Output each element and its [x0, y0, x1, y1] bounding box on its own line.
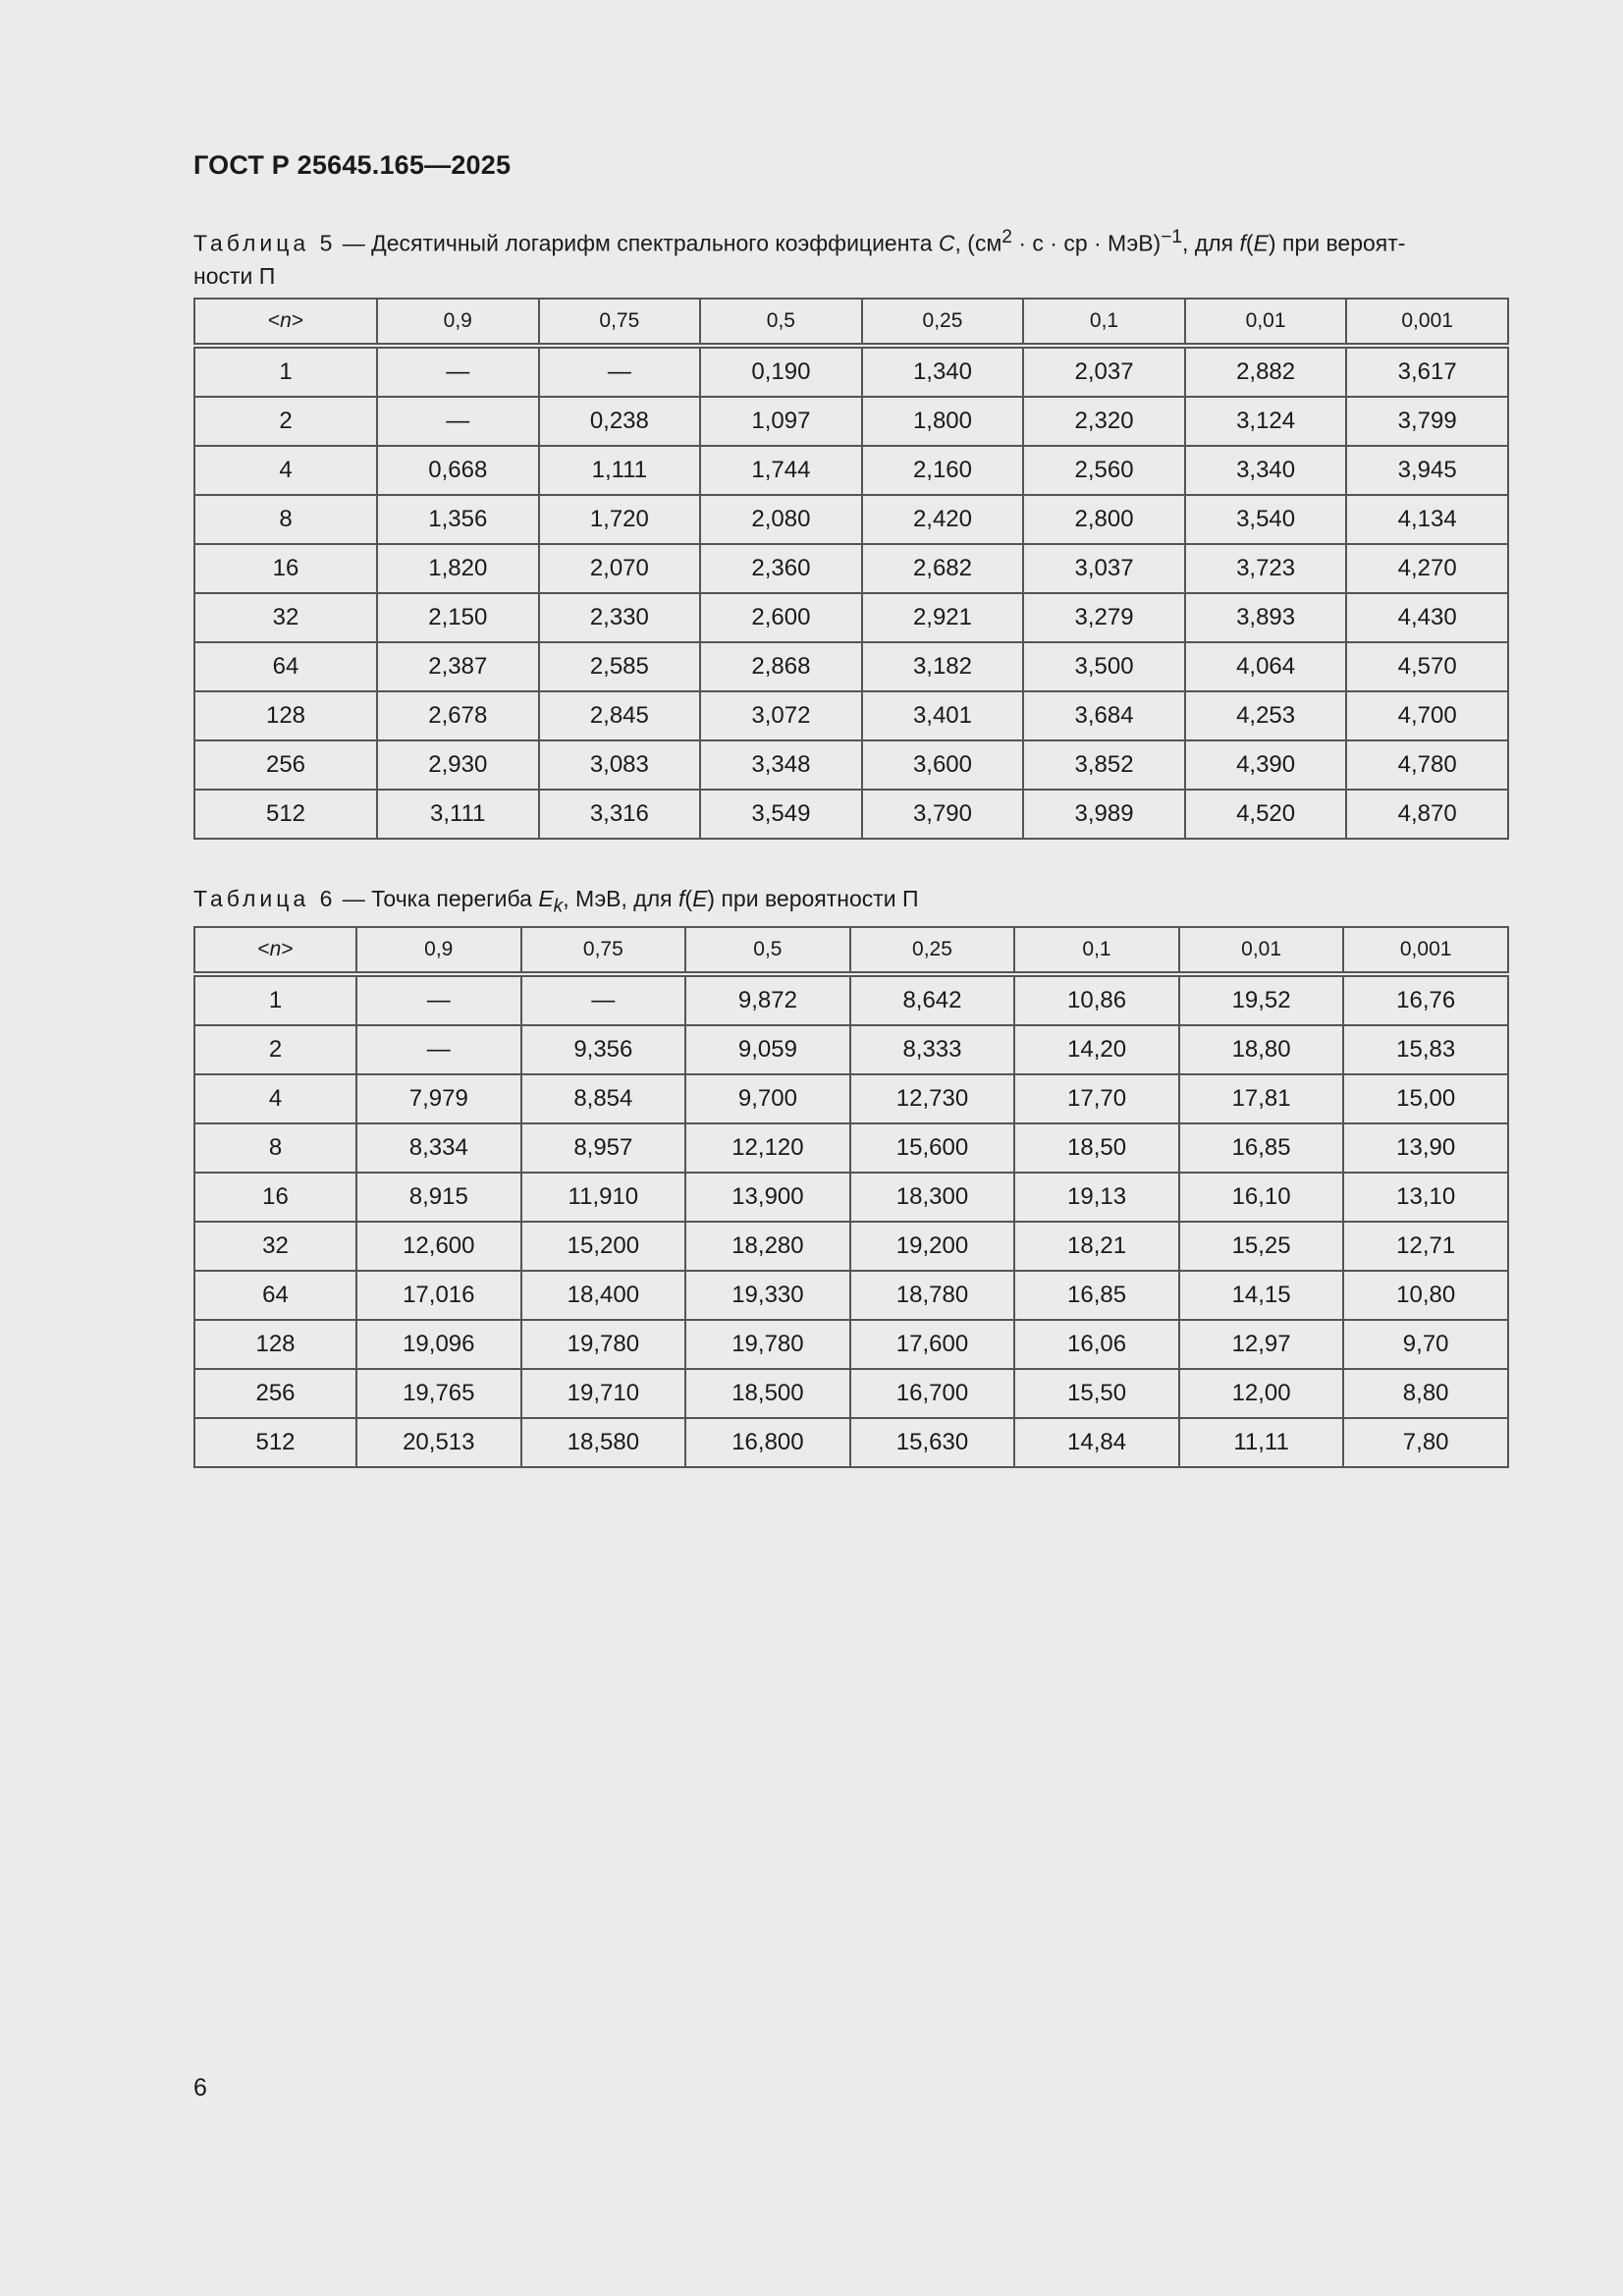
table-cell: 2,360 [700, 544, 862, 593]
page-number: 6 [193, 2074, 207, 2102]
table-cell: 13,10 [1343, 1173, 1508, 1222]
table-cell: 3,072 [700, 691, 862, 740]
table-cell: 4,253 [1185, 691, 1347, 740]
table-cell: 10,80 [1343, 1271, 1508, 1320]
table6-label: Таблица 6 [193, 886, 337, 911]
table-cell: 18,80 [1179, 1025, 1344, 1074]
row-label-cell: 2 [194, 397, 377, 446]
table-row [194, 544, 1508, 593]
row-label-cell: 512 [194, 790, 377, 839]
table-row [194, 1123, 1508, 1173]
table5-caption [193, 221, 1507, 293]
table-cell: 18,500 [685, 1369, 850, 1418]
table-cell: — [377, 397, 539, 446]
table-row [194, 1173, 1508, 1222]
table-row [194, 740, 1508, 790]
table5-caption-post: при вероят- [1275, 230, 1406, 256]
row-label-cell: 4 [194, 1074, 356, 1123]
table-cell: 4,570 [1346, 642, 1508, 691]
table-row [194, 495, 1508, 544]
row-label-cell: 1 [194, 974, 356, 1025]
table-cell: 18,780 [850, 1271, 1015, 1320]
table-cell: — [356, 1025, 521, 1074]
table-cell: 14,15 [1179, 1271, 1344, 1320]
table6-column-header: 0,1 [1014, 927, 1179, 974]
table-row [194, 790, 1508, 839]
table-cell: 0,190 [700, 346, 862, 397]
table-cell: 2,882 [1185, 346, 1347, 397]
table5-paren-open: ( [1245, 230, 1254, 256]
table-cell: 4,430 [1346, 593, 1508, 642]
table-cell: 15,200 [521, 1222, 686, 1271]
table-cell: 16,700 [850, 1369, 1015, 1418]
table-cell: 12,00 [1179, 1369, 1344, 1418]
table-cell: 3,182 [862, 642, 1024, 691]
table-cell: — [521, 974, 686, 1025]
table-cell: 8,642 [850, 974, 1015, 1025]
table6-caption-pre: — Точка перегиба [336, 886, 539, 911]
table-cell: 3,549 [700, 790, 862, 839]
table6-header-row [194, 927, 1508, 974]
table5-column-header: 0,01 [1185, 299, 1347, 346]
table-cell: 18,21 [1014, 1222, 1179, 1271]
table-cell: 4,064 [1185, 642, 1347, 691]
table6-column-header: 0,001 [1343, 927, 1508, 974]
table-row [194, 1320, 1508, 1369]
table-row [194, 691, 1508, 740]
row-label-cell: 8 [194, 495, 377, 544]
angle-open: < [267, 309, 281, 332]
table-cell: 2,080 [700, 495, 862, 544]
table-cell: 3,893 [1185, 593, 1347, 642]
table-cell: 4,870 [1346, 790, 1508, 839]
row-label-cell: 4 [194, 446, 377, 495]
table-cell: 17,70 [1014, 1074, 1179, 1123]
table-cell: 8,854 [521, 1074, 686, 1123]
table-cell: 3,790 [862, 790, 1024, 839]
table-cell: 3,279 [1023, 593, 1185, 642]
table-cell: 19,330 [685, 1271, 850, 1320]
table5-e-symbol: E [1253, 230, 1269, 256]
table-cell: 3,684 [1023, 691, 1185, 740]
row-label-cell: 16 [194, 1173, 356, 1222]
table-cell: 19,200 [850, 1222, 1015, 1271]
table-cell: 2,845 [539, 691, 701, 740]
table-row [194, 1222, 1508, 1271]
table-cell: 1,111 [539, 446, 701, 495]
table-row [194, 346, 1508, 397]
angle-open: < [257, 938, 270, 960]
table6-column-header [194, 927, 356, 974]
table-cell: 2,330 [539, 593, 701, 642]
table-cell: 3,617 [1346, 346, 1508, 397]
table5-column-header: 0,9 [377, 299, 539, 346]
table-row [194, 642, 1508, 691]
table-cell: 3,111 [377, 790, 539, 839]
table5-header-row [194, 299, 1508, 346]
table-cell: 13,90 [1343, 1123, 1508, 1173]
table-cell: 12,97 [1179, 1320, 1344, 1369]
row-label-cell: 2 [194, 1025, 356, 1074]
table5-column-header: 0,25 [862, 299, 1024, 346]
table6-column-header: 0,25 [850, 927, 1015, 974]
table-row [194, 1418, 1508, 1467]
table-cell: 1,744 [700, 446, 862, 495]
table-cell: 9,872 [685, 974, 850, 1025]
row-label-cell: 256 [194, 1369, 356, 1418]
table-cell: 19,765 [356, 1369, 521, 1418]
table6-f-symbol: f [678, 886, 685, 911]
table-cell: 11,910 [521, 1173, 686, 1222]
table-cell: 13,900 [685, 1173, 850, 1222]
table-cell: 9,059 [685, 1025, 850, 1074]
table6-column-header: 0,9 [356, 927, 521, 974]
table-cell: 19,780 [521, 1320, 686, 1369]
row-label-cell: 32 [194, 1222, 356, 1271]
table-cell: 3,600 [862, 740, 1024, 790]
table-cell: 3,540 [1185, 495, 1347, 544]
table-cell: 19,13 [1014, 1173, 1179, 1222]
table-cell: 8,915 [356, 1173, 521, 1222]
row-label-cell: 512 [194, 1418, 356, 1467]
table-cell: 12,120 [685, 1123, 850, 1173]
row-label-cell: 64 [194, 642, 377, 691]
table-cell: 20,513 [356, 1418, 521, 1467]
table5-column-header: 0,001 [1346, 299, 1508, 346]
table-cell: 19,710 [521, 1369, 686, 1418]
table-cell: 2,420 [862, 495, 1024, 544]
table-cell: 15,630 [850, 1418, 1015, 1467]
table-cell: 1,356 [377, 495, 539, 544]
table-cell: 3,723 [1185, 544, 1347, 593]
table-cell: 1,097 [700, 397, 862, 446]
table-cell: 19,096 [356, 1320, 521, 1369]
table-row [194, 1271, 1508, 1320]
row-label-cell: 8 [194, 1123, 356, 1173]
table-cell: 12,71 [1343, 1222, 1508, 1271]
table6-subscript-k: k [553, 896, 564, 917]
table-cell: — [356, 974, 521, 1025]
table-cell: 19,780 [685, 1320, 850, 1369]
table-cell: 8,334 [356, 1123, 521, 1173]
table6-caption [193, 883, 1507, 923]
table-cell: 2,037 [1023, 346, 1185, 397]
table-cell: 3,852 [1023, 740, 1185, 790]
table-cell: 3,340 [1185, 446, 1347, 495]
table-cell: 14,20 [1014, 1025, 1179, 1074]
table-row [194, 1025, 1508, 1074]
table-cell: 15,600 [850, 1123, 1015, 1173]
table-cell: 2,921 [862, 593, 1024, 642]
table-row [194, 397, 1508, 446]
table5-paren-close: ) [1268, 230, 1276, 256]
table-cell: 3,348 [700, 740, 862, 790]
table5-caption-for: , для [1182, 230, 1240, 256]
table5-sup-neg1: −1 [1161, 227, 1183, 247]
table5-caption-mid: , (см [954, 230, 1002, 256]
table-cell: 8,80 [1343, 1369, 1508, 1418]
table5-sup-2: 2 [1001, 227, 1012, 247]
table-cell: 16,800 [685, 1418, 850, 1467]
table-cell: 2,930 [377, 740, 539, 790]
table-row [194, 974, 1508, 1025]
table-cell: 18,50 [1014, 1123, 1179, 1173]
table-cell: 7,979 [356, 1074, 521, 1123]
table5 [193, 298, 1509, 840]
table-cell: 17,016 [356, 1271, 521, 1320]
table-cell: 3,124 [1185, 397, 1347, 446]
table-cell: 16,10 [1179, 1173, 1344, 1222]
table-row [194, 1074, 1508, 1123]
row-label-cell: 32 [194, 593, 377, 642]
table-cell: 18,580 [521, 1418, 686, 1467]
table-cell: 3,799 [1346, 397, 1508, 446]
row-label-cell: 64 [194, 1271, 356, 1320]
table-cell: 16,85 [1179, 1123, 1344, 1173]
table-row [194, 593, 1508, 642]
table-cell: 14,84 [1014, 1418, 1179, 1467]
angle-close: > [291, 309, 304, 332]
table-cell: 0,238 [539, 397, 701, 446]
table-cell: — [377, 346, 539, 397]
table-cell: 8,333 [850, 1025, 1015, 1074]
table-cell: 11,11 [1179, 1418, 1344, 1467]
table-cell: 4,700 [1346, 691, 1508, 740]
table-cell: 2,800 [1023, 495, 1185, 544]
table5-caption-units: · с · ср · МэВ) [1011, 230, 1162, 256]
table-cell: 15,50 [1014, 1369, 1179, 1418]
table-cell: 16,06 [1014, 1320, 1179, 1369]
table-cell: 15,83 [1343, 1025, 1508, 1074]
table-cell: 12,730 [850, 1074, 1015, 1123]
table-cell: 2,600 [700, 593, 862, 642]
table-cell: 4,520 [1185, 790, 1347, 839]
table-cell: — [539, 346, 701, 397]
table-cell: 7,80 [1343, 1418, 1508, 1467]
table6-column-header: 0,75 [521, 927, 686, 974]
table-cell: 10,86 [1014, 974, 1179, 1025]
row-label-cell: 128 [194, 1320, 356, 1369]
table-cell: 2,160 [862, 446, 1024, 495]
document-header: ГОСТ Р 25645.165—2025 [193, 150, 512, 180]
table-cell: 3,037 [1023, 544, 1185, 593]
table-cell: 4,780 [1346, 740, 1508, 790]
table5-label: Таблица 5 [193, 230, 337, 256]
table6-caption-mid: , МэВ, для [563, 886, 678, 911]
table-cell: 2,682 [862, 544, 1024, 593]
table-cell: 16,76 [1343, 974, 1508, 1025]
table-cell: 9,700 [685, 1074, 850, 1123]
table6-paren-close: ) [707, 886, 716, 911]
table-cell: 15,00 [1343, 1074, 1508, 1123]
row-label-cell: 256 [194, 740, 377, 790]
table-cell: 2,387 [377, 642, 539, 691]
table5-column-header [194, 299, 377, 346]
table5-caption-line2: ности П [193, 262, 276, 289]
table-cell: 18,280 [685, 1222, 850, 1271]
n-symbol: n [269, 938, 282, 960]
row-label-cell: 1 [194, 346, 377, 397]
table-cell: 4,390 [1185, 740, 1347, 790]
table-cell: 2,560 [1023, 446, 1185, 495]
table6-caption-post: при вероятности П [715, 886, 919, 911]
table-cell: 2,150 [377, 593, 539, 642]
table-cell: 2,070 [539, 544, 701, 593]
table-cell: 2,320 [1023, 397, 1185, 446]
table-cell: 2,585 [539, 642, 701, 691]
table5-column-header: 0,75 [539, 299, 701, 346]
table6-column-header: 0,5 [685, 927, 850, 974]
table5-symbol-c: C [938, 230, 955, 256]
table-cell: 2,868 [700, 642, 862, 691]
table-cell: 16,85 [1014, 1271, 1179, 1320]
table5-column-header: 0,5 [700, 299, 862, 346]
table-cell: 1,800 [862, 397, 1024, 446]
table-row [194, 1369, 1508, 1418]
table-cell: 3,316 [539, 790, 701, 839]
table-cell: 18,300 [850, 1173, 1015, 1222]
table6 [193, 926, 1509, 1468]
table-cell: 15,25 [1179, 1222, 1344, 1271]
table6-column-header: 0,01 [1179, 927, 1344, 974]
table-cell: 4,134 [1346, 495, 1508, 544]
table-cell: 1,340 [862, 346, 1024, 397]
table-cell: 3,083 [539, 740, 701, 790]
table-cell: 17,600 [850, 1320, 1015, 1369]
table-cell: 3,500 [1023, 642, 1185, 691]
table-cell: 9,356 [521, 1025, 686, 1074]
angle-close: > [281, 938, 294, 960]
table5-f-symbol: f [1239, 230, 1246, 256]
n-symbol: n [280, 309, 292, 332]
table-cell: 12,600 [356, 1222, 521, 1271]
table-cell: 9,70 [1343, 1320, 1508, 1369]
table-cell: 17,81 [1179, 1074, 1344, 1123]
table-cell: 18,400 [521, 1271, 686, 1320]
table-cell: 3,945 [1346, 446, 1508, 495]
table-cell: 2,678 [377, 691, 539, 740]
table-cell: 19,52 [1179, 974, 1344, 1025]
table6-paren-open: ( [684, 886, 693, 911]
table-cell: 1,820 [377, 544, 539, 593]
table-cell: 4,270 [1346, 544, 1508, 593]
table-cell: 1,720 [539, 495, 701, 544]
table6-symbol-e: E [538, 886, 554, 911]
table-cell: 3,989 [1023, 790, 1185, 839]
table-row [194, 446, 1508, 495]
table5-column-header: 0,1 [1023, 299, 1185, 346]
table-cell: 3,401 [862, 691, 1024, 740]
table-cell: 8,957 [521, 1123, 686, 1173]
table5-caption-pre: — Десятичный логарифм спектрального коэффициента [336, 230, 939, 256]
table-cell: 0,668 [377, 446, 539, 495]
row-label-cell: 128 [194, 691, 377, 740]
table6-e-symbol: E [692, 886, 708, 911]
row-label-cell: 16 [194, 544, 377, 593]
